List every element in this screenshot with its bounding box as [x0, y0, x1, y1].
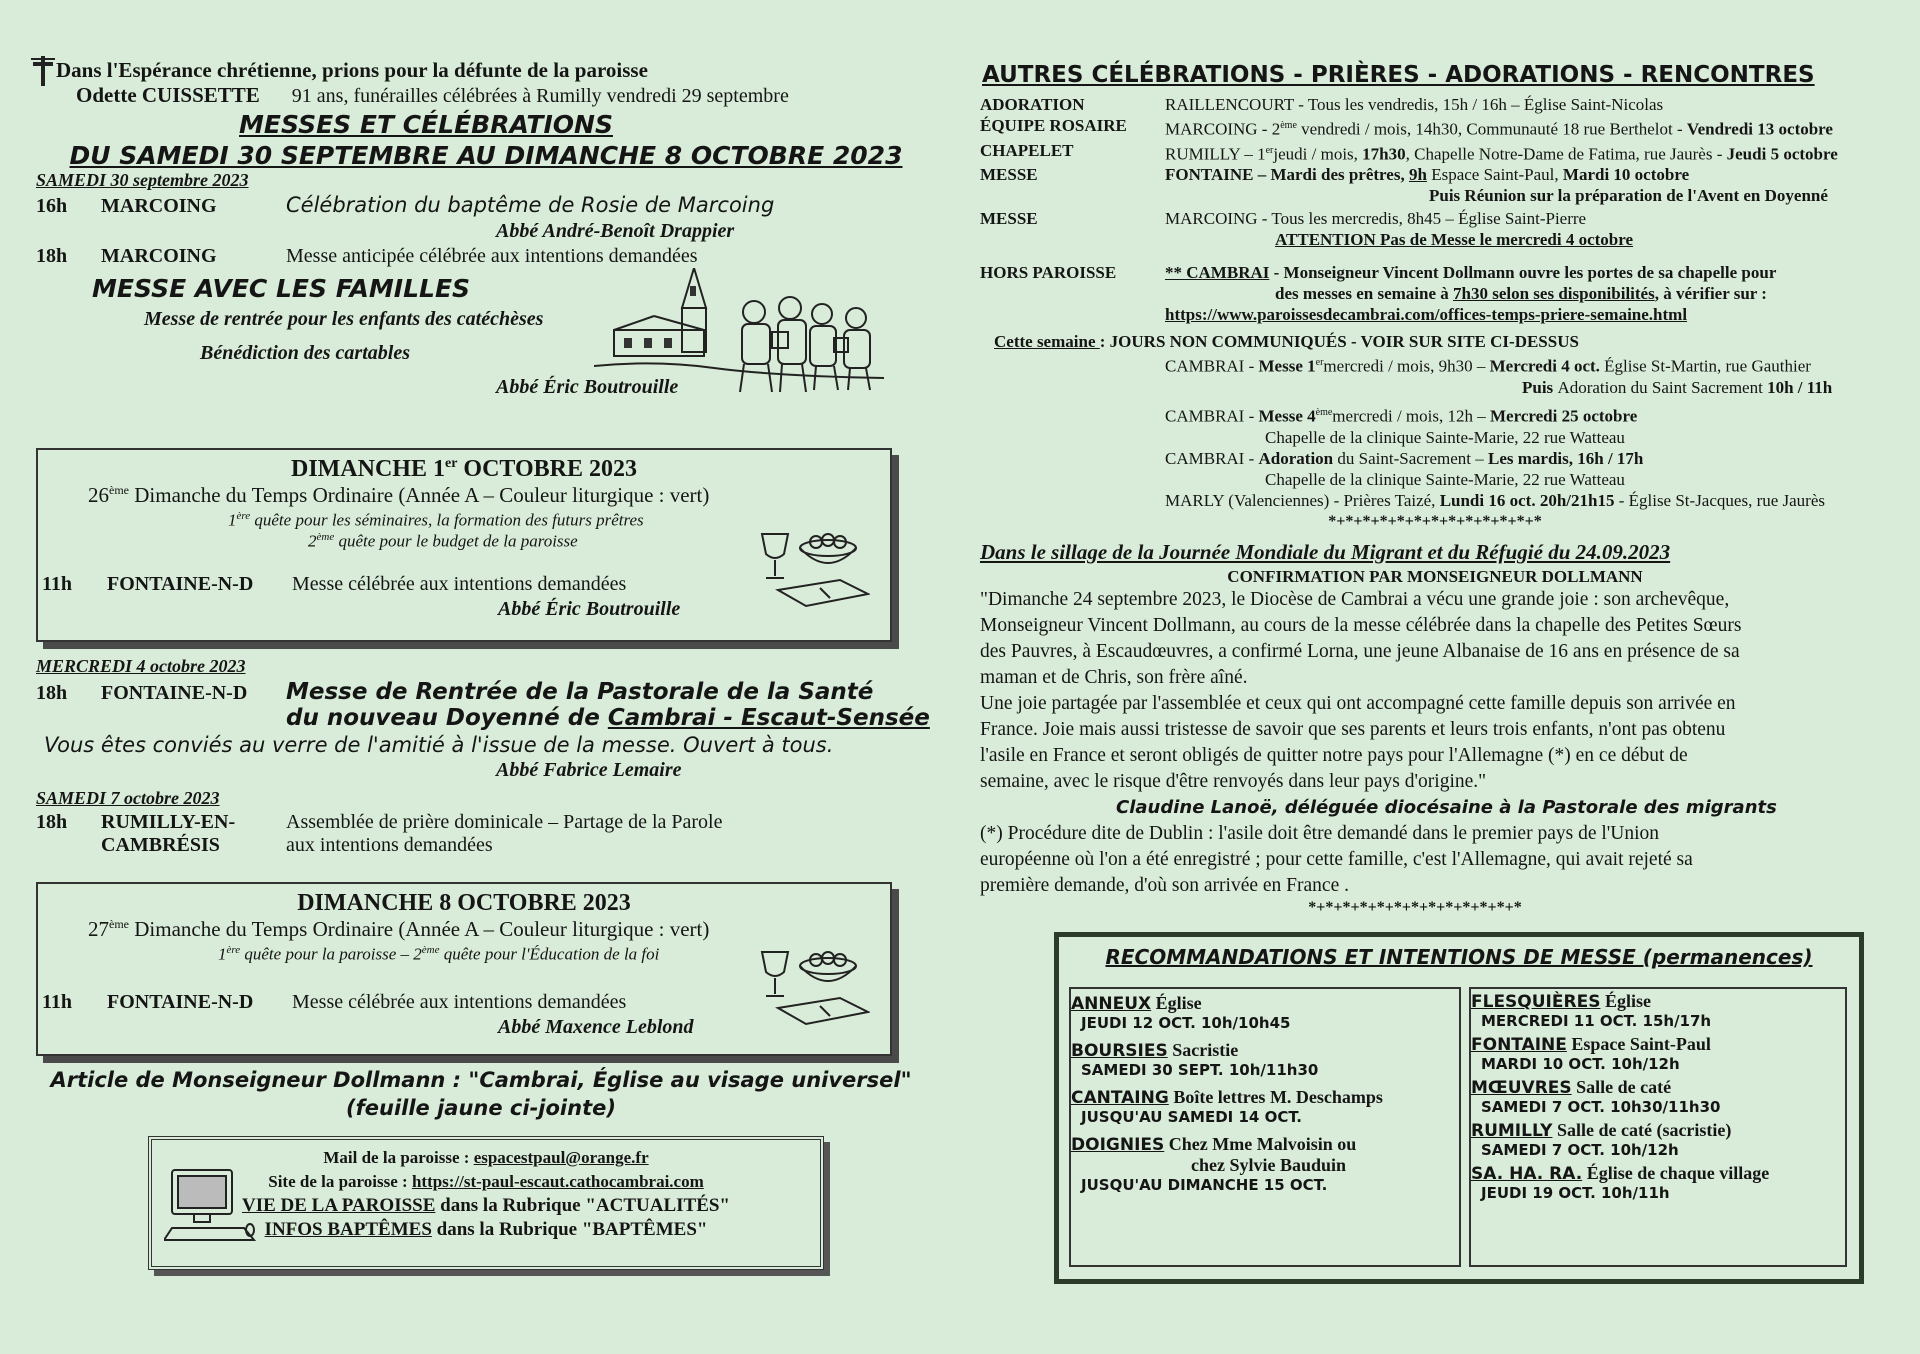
sunday-8-title: DIMANCHE 8 OCTOBRE 2023	[297, 890, 631, 916]
recommendation-place: DOIGNIES	[1071, 1135, 1165, 1155]
recommendation-when: SAMEDI 30 SEPT. 10h/11h30	[1081, 1061, 1319, 1079]
website-link[interactable]: https://st-paul-escaut.cathocambrai.com	[411, 1172, 704, 1191]
recommendation-item	[1471, 991, 1845, 1030]
recommendations-box	[1054, 932, 1864, 1284]
left-column	[36, 58, 936, 396]
sunday-8-box	[36, 882, 892, 1056]
mail-link[interactable]: espacestpaul@orange.fr	[473, 1148, 649, 1167]
wed-line-2: du nouveau Doyenné de Cambrai - Escaut-Sensée	[286, 705, 930, 731]
recommendation-location: Église de chaque village	[1582, 1163, 1770, 1183]
recommendation-when: JUSQU'AU SAMEDI 14 OCT.	[1081, 1108, 1302, 1126]
recommendation-place: FONTAINE	[1471, 1035, 1567, 1055]
recommendation-item	[1471, 1077, 1845, 1116]
other-celebrations-title: AUTRES CÉLÉBRATIONS - PRIÈRES - ADORATIONS - RENCONTRES	[982, 62, 1815, 88]
recommendation-location: chez Sylvie Bauduin	[1191, 1155, 1347, 1175]
prayer-heading: Dans l'Espérance chrétienne, prions pour la défunte de la paroisse	[36, 58, 936, 83]
contact-lines: Mail de la paroisse : espacestpaul@orange.fr Site de la paroisse : https://st-paul-escaut.cathocambrai.com VIE DE LA PAROISSE dans la Rubrique "ACTUALITÉS" INFOS BAPTÊMES dans la Rubrique "BAPTÊMES"	[242, 1148, 730, 1240]
recommendation-item	[1071, 993, 1459, 1032]
contact-box	[148, 1136, 824, 1270]
collection-line: 1ère quête pour la paroisse – 2ème quête pour l'Éducation de la foi	[218, 944, 660, 964]
schedule-row: CAMBRÉSIS aux intentions demandées	[101, 834, 493, 856]
recommendation-location: Église	[1600, 991, 1651, 1011]
family-mass-block	[36, 268, 936, 396]
recommendation-item	[1071, 1087, 1459, 1126]
schedule-row: 11h FONTAINE-N-D Messe célébrée aux intentions demandées	[42, 573, 627, 596]
recommendation-location: Salle de caté	[1571, 1077, 1672, 1097]
recommendation-item	[1471, 1034, 1845, 1073]
recommendation-location: Sacristie	[1167, 1040, 1239, 1060]
recommendation-place: MŒUVRES	[1471, 1078, 1572, 1098]
liturgical-line: 26ème Dimanche du Temps Ordinaire (Année A – Couleur liturgique : vert)	[88, 483, 710, 507]
recommendation-when: JUSQU'AU DIMANCHE 15 OCT.	[1081, 1176, 1328, 1194]
signature-line: Claudine Lanoë, déléguée diocésaine à la Pastorale des migrants	[1116, 796, 1777, 818]
recommendations-left	[1069, 987, 1461, 1267]
celebrant: Abbé Éric Boutrouille	[496, 376, 679, 398]
recommendation-place: RUMILLY	[1471, 1121, 1553, 1141]
sunday-1-title: DIMANCHE 1er OCTOBRE 2023	[290, 456, 638, 482]
liturgical-line: 27ème Dimanche du Temps Ordinaire (Année A – Couleur liturgique : vert)	[88, 917, 710, 941]
separator-stars: *+*+*+*+*+*+*+*+*+*+*+*+*	[1308, 898, 1522, 916]
recommendation-place: CANTAING	[1071, 1088, 1169, 1108]
article-note: Article de Monseigneur Dollmann : "Cambrai, Église au visage universel" (feuille jaune ci-jointe)	[50, 1068, 912, 1120]
recommendations-title: RECOMMANDATIONS ET INTENTIONS DE MESSE (permanences)	[1105, 945, 1813, 969]
collection-line: 2ème quête pour le budget de la paroisse	[308, 530, 578, 551]
recommendation-location: Boîte lettres M. Deschamps	[1168, 1087, 1383, 1107]
other-celebrations-grid: ADORATION RAILLENCOURT - Tous les vendredis, 15h / 16h – Église Saint-Nicolas ÉQUIPE ROSAIRE MARCOING - 2ème vendredi / mois, 14h30, Communauté 18 rue Berthelot - Vendredi 13 octobre CHAPELET RUMILLY – 1erjeudi / mois, 17h30, Chapelle Notre-Dame de Fatima, rue Jaurès - Jeudi 5 octobre MESSE FONTAINE – Mardi des prêtres, 9h Espace Saint-Paul, Mardi 10 octobre Puis Réunion sur la préparation de l'Avent en Doyenné MESSE MARCOING - Tous les mercredis, 8h45 – Église Saint-Pierre ATTENTION Pas de Messe le mercredi 4 octobre HORS PAROISSE ** CAMBRAI - Monseigneur Vincent Dollmann ouvre les portes de sa chapelle pour des messes en semaine à 7h30 selon ses disponibilités, à vérifier sur : https://www.paroissesdecambrai.com/offices-temps-priere-semaine.html	[980, 94, 1890, 325]
recommendation-item	[1471, 1163, 1845, 1202]
recommendation-when: SAMEDI 7 OCT. 10h30/11h30	[1481, 1098, 1721, 1116]
recommendation-place: FLESQUIÈRES	[1471, 992, 1601, 1012]
chalice-bread-icon	[760, 946, 870, 1026]
celebrant: Abbé Fabrice Lemaire	[496, 759, 682, 781]
celebrant: Abbé Maxence Leblond	[498, 1015, 694, 1038]
celebrant: Abbé André-Benoît Drappier	[496, 220, 735, 242]
recommendation-place: SA. HA. RA.	[1471, 1164, 1583, 1184]
masses-date-range: DU SAMEDI 30 SEPTEMBRE AU DIMANCHE 8 OCTOBRE 2023	[69, 141, 903, 170]
wednesday-section	[36, 656, 936, 857]
recommendation-item	[1071, 1040, 1459, 1079]
celebrant: Abbé Éric Boutrouille	[498, 598, 681, 621]
family-mass-title: MESSE AVEC LES FAMILLES	[92, 274, 471, 303]
deceased-line: Odette CUISSETTE 91 ans, funérailles célébrées à Rumilly vendredi 29 septembre	[76, 83, 789, 107]
day-label-wed4: MERCREDI 4 octobre 2023	[36, 656, 246, 676]
schedule-row: 18h RUMILLY-EN- Assemblée de prière dominicale – Partage de la Parole	[36, 811, 723, 833]
confirmation-title: CONFIRMATION PAR MONSEIGNEUR DOLLMANN	[1227, 566, 1643, 586]
confirmation-text: "Dimanche 24 septembre 2023, le Diocèse de Cambrai a vécu une grande joie : son archevêque, Monseigneur Vincent Dollmann, au cours de la messe célébrée dans la chapelle des Petites Sœurs des Pauvres, à Escaudœuvres, a confirmé Lorna, une jeune Albanaise de 16 ans en présence de sa maman et de Chris, son frère aîné. Une joie partagée par l'assemblée et ceux qui ont accompagné cette famille depuis son arrivée en France. Joie mais aussi tristesse de savoir que ses parents et leurs trois enfants, n'ont pas obtenu l'asile en France et seront obligés de quitter notre pays pour l'Allemagne (*) en ce début de semaine, avec le risque d'être renvoyés dans leur pays d'origine." Claudine Lanoë, déléguée diocésaine à la Pastorale des migrants (*) Procédure dite de Dublin : l'asile doit être demandé dans le premier pays de l'Union européenne où l'on a été enregistré ; pour cette famille, c'est l'Allemagne, qui avait rejeté sa première demande, d'où son arrivée en France .	[980, 587, 1890, 899]
schedule-row: 18h MARCOING Messe anticipée célébrée aux intentions demandées	[36, 245, 698, 267]
schedule-row: 11h FONTAINE-N-D Messe célébrée aux intentions demandées	[42, 990, 627, 1013]
recommendation-place: BOURSIES	[1071, 1041, 1168, 1061]
schedule-row: 18h FONTAINE-N-D Messe de Rentrée de la Pastorale de la Santé	[36, 679, 874, 705]
recommendation-location: Église	[1151, 993, 1202, 1013]
separator-stars: *+*+*+*+*+*+*+*+*+*+*+*+*	[1328, 512, 1542, 530]
schedule-row: 16h MARCOING Célébration du baptême de Rosie de Marcoing	[36, 193, 775, 217]
recommendation-item	[1471, 1120, 1845, 1159]
collection-line: 1ère quête pour les séminaires, la formation des futurs prêtres	[228, 510, 644, 530]
recommendation-when: MERCREDI 11 OCT. 15h/17h	[1481, 1012, 1712, 1030]
sunday-1-box	[36, 448, 892, 642]
recommendations-right	[1469, 987, 1847, 1267]
recommendation-location: Chez Mme Malvoisin ou	[1164, 1134, 1357, 1154]
recommendation-place: ANNEUX	[1071, 994, 1152, 1014]
this-week-block: Cette semaine : JOURS NON COMMUNIQUÉS - VOIR SUR SITE CI-DESSUS CAMBRAI - Messe 1ermercredi / mois, 9h30 – Mercredi 4 oct. Église St-Martin, rue Gauthier Puis Adoration du Saint Sacrement 10h / 11h CAMBRAI - Messe 4èmemercredi / mois, 12h – Mercredi 25 octobre Chapelle de la clinique Sainte-Marie, 22 rue Watteau CAMBRAI - Adoration du Saint-Sacrement – Les mardis, 16h / 17h Chapelle de la clinique Sainte-Marie, 22 rue Watteau MARLY (Valenciennes) - Prières Taizé, Lundi 16 oct. 20h/21h15 - Église St-Jacques, rue Jaurès *+*+*+*+*+*+*+*+*+*+*+*+*	[980, 331, 1890, 531]
wed-invite-line: Vous êtes conviés au verre de l'amitié à l'issue de la messe. Ouvert à tous.	[44, 733, 834, 757]
offices-link[interactable]: https://www.paroissesdecambrai.com/offices-temps-priere-semaine.html	[1165, 305, 1688, 325]
day-label-sat30: SAMEDI 30 septembre 2023	[36, 170, 249, 190]
masses-title: MESSES ET CÉLÉBRATIONS	[239, 110, 613, 139]
family-mass-line: Bénédiction des cartables	[200, 342, 410, 364]
recommendation-location: Salle de caté (sacristie)	[1552, 1120, 1732, 1140]
day-label-sat7: SAMEDI 7 octobre 2023	[36, 788, 220, 808]
family-mass-line: Messe de rentrée pour les enfants des catéchèses	[144, 308, 544, 330]
migrant-title: Dans le sillage de la Journée Mondiale du Migrant et du Réfugié du 24.09.2023	[980, 539, 1671, 564]
recommendation-location: Espace Saint-Paul	[1566, 1034, 1711, 1054]
recommendation-when: JEUDI 19 OCT. 10h/11h	[1481, 1184, 1670, 1202]
recommendation-when: SAMEDI 7 OCT. 10h/12h	[1481, 1141, 1679, 1159]
recommendation-when: MARDI 10 OCT. 10h/12h	[1481, 1055, 1680, 1073]
right-column	[980, 58, 1890, 917]
recommendation-when: JEUDI 12 OCT. 10h/10h45	[1081, 1014, 1291, 1032]
chalice-bread-icon	[760, 528, 870, 608]
church-family-illustration	[594, 268, 884, 398]
cross-icon	[30, 54, 56, 88]
recommendation-item	[1071, 1134, 1459, 1194]
